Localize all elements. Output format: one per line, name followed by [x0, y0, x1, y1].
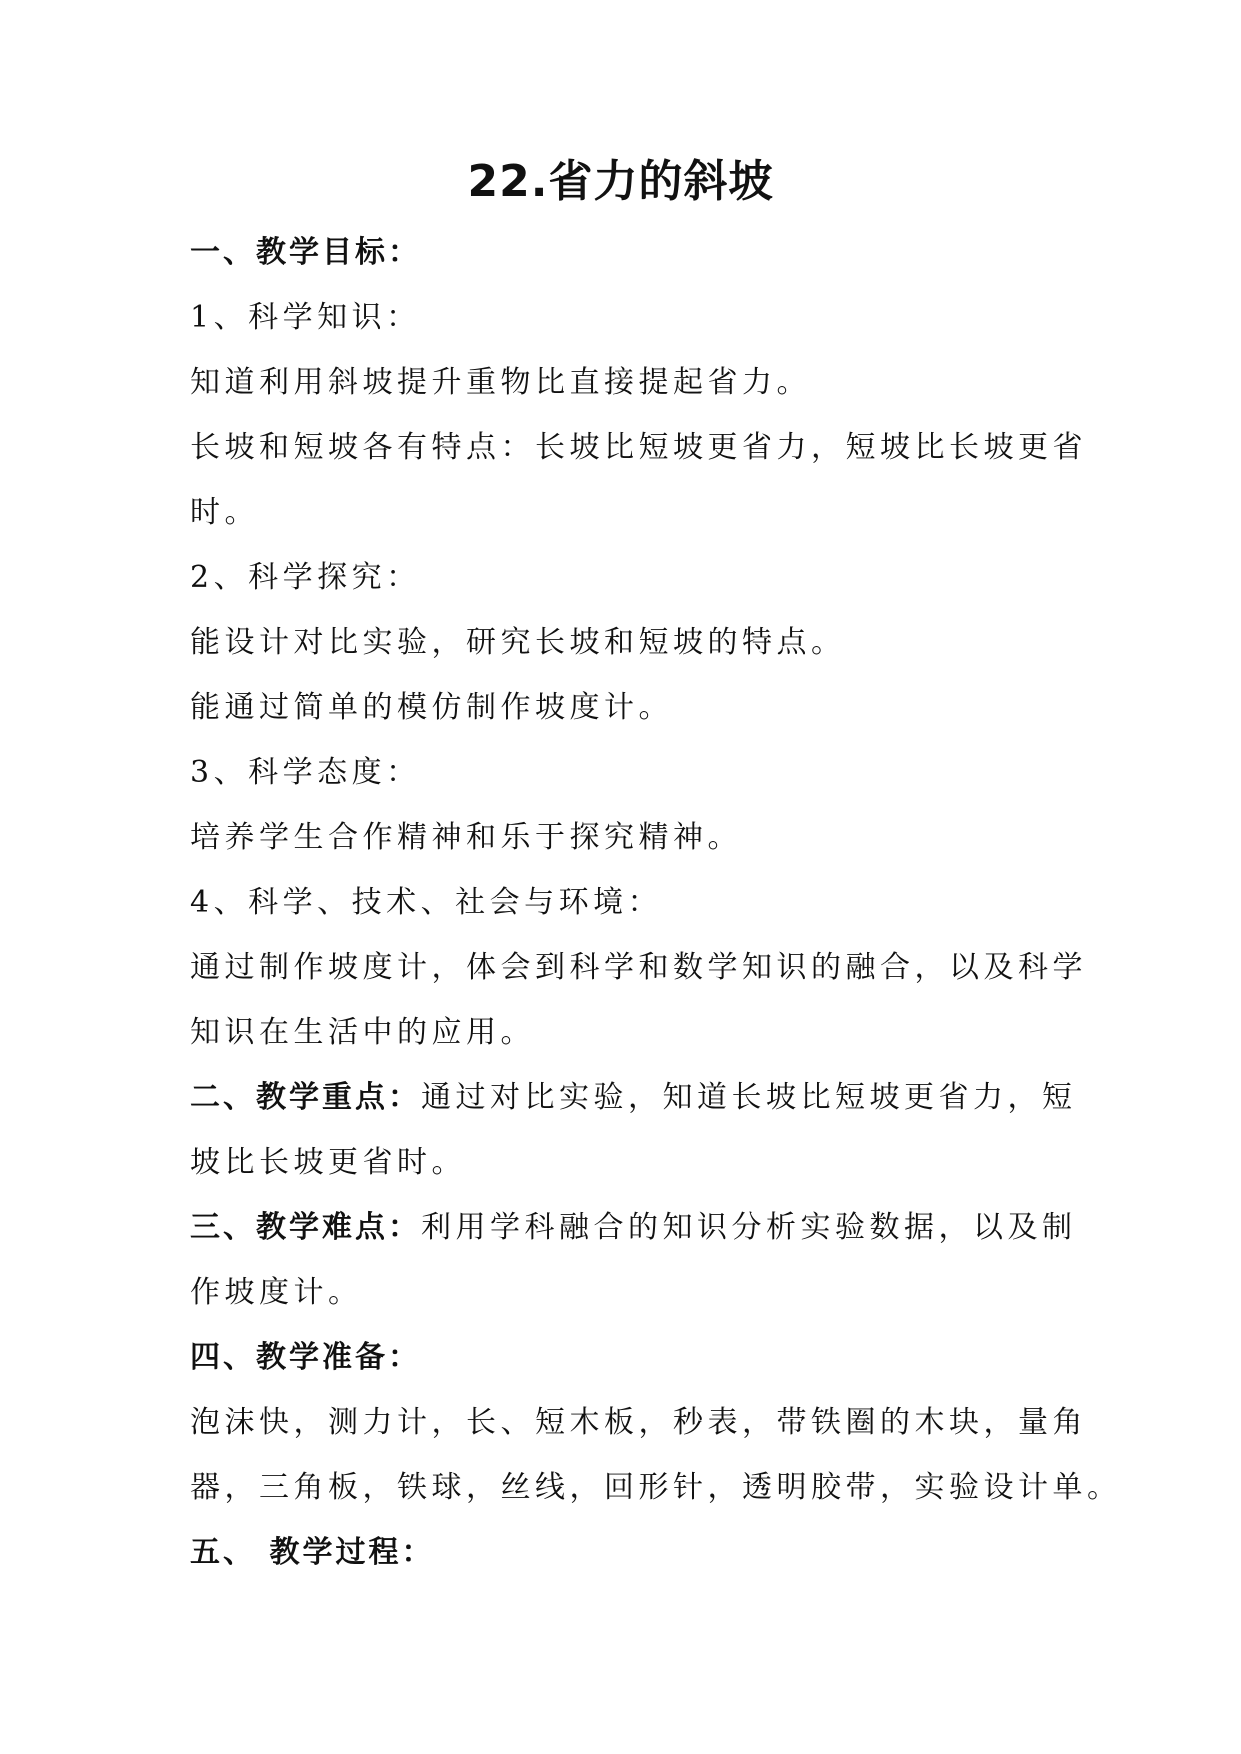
keypoint-line — [190, 1065, 1077, 1130]
paragraph-line: 作坡度计。 — [190, 1275, 363, 1310]
paragraph-line: 能通过简单的模仿制作坡度计。 — [190, 690, 673, 725]
paragraph-line: 时。 — [190, 495, 259, 530]
preparation-heading: 四、教学准备： — [190, 1340, 421, 1375]
document-title: 22.省力的斜坡 — [467, 156, 774, 207]
process-heading: 五、 教学过程： — [190, 1535, 435, 1570]
difficulty-line — [190, 1195, 1077, 1260]
paragraph-line: 器，三角板，铁球，丝线，回形针，透明胶带，实验设计单。 — [190, 1470, 1122, 1505]
keypoint-label: 二、教学重点： — [190, 1080, 421, 1115]
paragraph-line: 坡比长坡更省时。 — [190, 1145, 466, 1180]
knowledge-heading: 1、科学知识： — [190, 300, 421, 335]
paragraph-line: 能设计对比实验，研究长坡和短坡的特点。 — [190, 625, 846, 660]
paragraph-line: 知道利用斜坡提升重物比直接提起省力。 — [190, 365, 811, 400]
objectives-heading: 一、教学目标： — [190, 235, 421, 270]
sts-heading: 4、科学、技术、社会与环境： — [190, 885, 663, 920]
attitude-heading: 3、科学态度： — [190, 755, 421, 790]
paragraph-line: 泡沫快，测力计，长、短木板，秒表，带铁圈的木块，量角 — [190, 1405, 1087, 1440]
document-body — [190, 220, 1122, 1585]
inquiry-heading: 2、科学探究： — [190, 560, 421, 595]
paragraph-line: 培养学生合作精神和乐于探究精神。 — [190, 820, 742, 855]
paragraph-line: 长坡和短坡各有特点：长坡比短坡更省力，短坡比长坡更省 — [190, 430, 1087, 465]
paragraph-line: 通过制作坡度计，体会到科学和数学知识的融合，以及科学 — [190, 950, 1087, 985]
keypoint-text: 通过对比实验，知道长坡比短坡更省力，短 — [421, 1080, 1077, 1115]
difficulty-text: 利用学科融合的知识分析实验数据，以及制 — [421, 1210, 1077, 1245]
difficulty-label: 三、教学难点： — [190, 1210, 421, 1245]
paragraph-line: 知识在生活中的应用。 — [190, 1015, 535, 1050]
